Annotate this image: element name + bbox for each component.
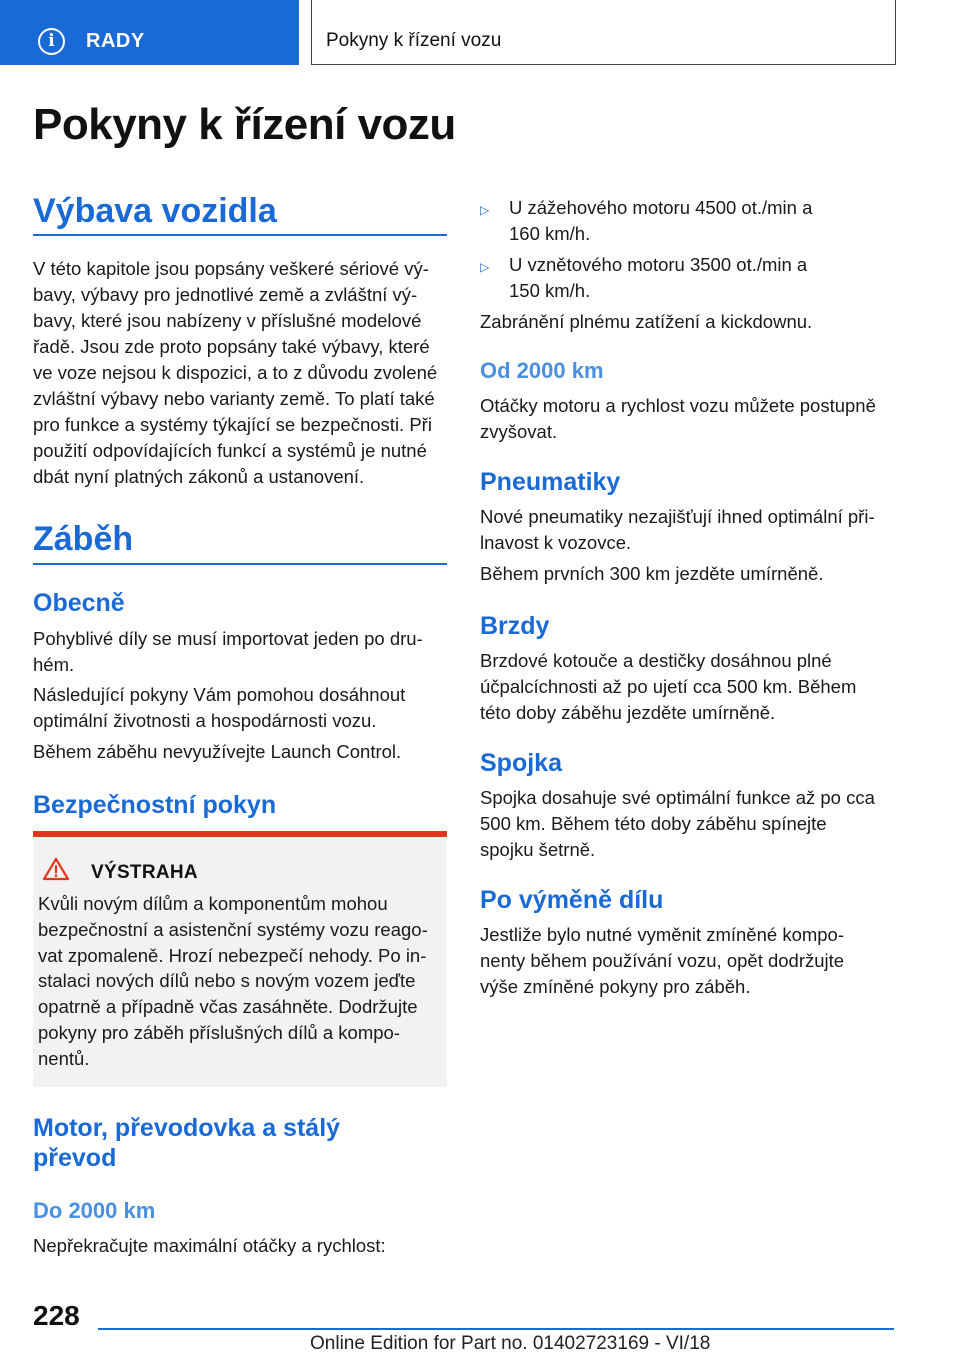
heading-brzdy: Brzdy: [480, 612, 550, 640]
heading-spojka: Spojka: [480, 749, 562, 777]
text-line: Brzdové kotouče a destičky dosáhnou plné: [480, 650, 832, 671]
section-tab[interactable]: [0, 0, 299, 65]
heading-bezpecnost: Bezpečnostní pokyn: [33, 791, 277, 819]
triangle-bullet-icon: ▷: [480, 260, 490, 274]
chapter-header-title: Pokyny k řízení vozu: [326, 30, 502, 51]
heading-obecne: Obecně: [33, 589, 125, 617]
text-line: této doby záběhu jezděte umírněně.: [480, 702, 776, 723]
text-line: výše zmíněné pokyny pro záběh.: [480, 976, 751, 997]
paragraph-pneumatiky-2: Během prvních 300 km jezděte umírněně.: [480, 563, 824, 584]
text-line: účpalcíchnosti až po ujetí cca 500 km. Během: [480, 676, 857, 697]
heading-rule: [33, 563, 447, 565]
warning-box: [33, 831, 447, 1087]
text-line: dbát nyní platných zákonů a ustanovení.: [33, 466, 365, 487]
paragraph-od2000: [480, 393, 910, 445]
text-line: Otáčky motoru a rychlost vozu můžete postupně: [480, 395, 876, 416]
paragraph-vybava: [33, 256, 447, 490]
text-line: hém.: [33, 654, 75, 675]
text-line: stalaci nových dílů nebo s novým vozem jeďte: [38, 970, 416, 992]
heading-line: převod: [33, 1144, 117, 1172]
heading-vymena: Po výměně dílu: [480, 886, 664, 914]
warning-triangle-icon: [43, 857, 69, 881]
text-line: bavy, výbavy pro jednotlivé země a zvláštní vý‐: [33, 284, 418, 305]
info-icon: i: [38, 28, 65, 55]
heading-vybava: Výbava vozidla: [33, 192, 277, 230]
warning-title: VÝSTRAHA: [91, 862, 198, 883]
paragraph-obecne-2: [33, 682, 447, 734]
text-line: Následující pokyny Vám pomohou dosáhnout: [33, 684, 406, 705]
text-line: nentů.: [38, 1047, 90, 1069]
text-line: 150 km/h.: [509, 280, 591, 301]
text-line: vat zpomaleně. Hrozí nebezpečí nehody. Po in‐: [38, 944, 427, 966]
text-line: bavy, které jsou nabízeny v příslušné modelové: [33, 310, 422, 331]
text-line: bezpečnostní a asistenční systémy vozu reago‐: [38, 918, 428, 940]
text-line: ve voze nejsou k dispozici, a to z důvodu zvolené: [33, 362, 438, 383]
text-line: U zážehového motoru 4500 ot./min a: [509, 197, 813, 218]
text-line: řadě. Jsou zde proto popsány také výbavy, které: [33, 336, 430, 357]
triangle-bullet-icon: ▷: [480, 203, 490, 217]
text-line: Jestliže bylo nutné vyměnit zmíněné kompo‐: [480, 924, 845, 945]
page-title: Pokyny k řízení vozu: [33, 100, 456, 149]
heading-rule: [33, 234, 447, 236]
text-line: Spojka dosahuje své optimální funkce až po cca: [480, 787, 875, 808]
heading-do2000: Do 2000 km: [33, 1198, 156, 1223]
paragraph-kickdown: Zabránění plnému zatížení a kickdownu.: [480, 311, 813, 332]
warning-text: [38, 891, 438, 1072]
footer-rule: [98, 1328, 894, 1330]
heading-pneumatiky: Pneumatiky: [480, 468, 621, 496]
text-line: Pohyblivé díly se musí importovat jeden po dru‐: [33, 628, 423, 649]
text-line: Nové pneumatiky nezajišťují ihned optimální při‐: [480, 506, 875, 527]
text-line: U vznětového motoru 3500 ot./min a: [509, 254, 808, 275]
heading-line: Motor, převodovka a stálý: [33, 1114, 341, 1142]
text-line: opatrně a případně včas zasáhněte. Dodržujte: [38, 996, 418, 1018]
paragraph-vymena: [480, 922, 910, 1000]
paragraph-spojka: [480, 785, 910, 863]
text-line: zvyšovat.: [480, 421, 558, 442]
page-number: 228: [33, 1300, 80, 1331]
paragraph-obecne-3: Během záběhu nevyužívejte Launch Control.: [33, 741, 402, 762]
paragraph-do2000: Nepřekračujte maximální otáčky a rychlost:: [33, 1235, 386, 1256]
text-line: optimální životnosti a hospodárnosti vozu.: [33, 710, 377, 731]
text-line: použití odpovídajících funkcí a systémů je nutné: [33, 440, 427, 461]
text-line: zvláštní výbavy nebo varianty země. To platí také: [33, 388, 435, 409]
paragraph-brzdy: [480, 648, 910, 726]
text-line: pokyny pro záběh příslušných dílů a kompo‐: [38, 1021, 400, 1043]
text-line: nenty během používání vozu, opět dodržujte: [480, 950, 845, 971]
paragraph-obecne-1: [33, 626, 447, 678]
text-line: pro funkce a systémy týkající se bezpečnosti. Při: [33, 414, 432, 435]
heading-od2000: Od 2000 km: [480, 358, 604, 383]
text-line: Kvůli novým dílům a komponentům mohou: [38, 893, 388, 914]
text-line: V této kapitole jsou popsány veškeré sériové vý‐: [33, 258, 429, 279]
section-tab-label: RADY: [86, 30, 145, 52]
text-line: 500 km. Během této doby záběhu spínejte: [480, 813, 827, 834]
heading-motor: [33, 1113, 340, 1173]
edition-text: Online Edition for Part no. 01402723169 - VI/18: [310, 1333, 711, 1354]
heading-zabeh: Záběh: [33, 520, 134, 558]
text-line: lnavost k vozovce.: [480, 532, 632, 553]
text-line: spojku šetrně.: [480, 839, 596, 860]
chapter-header-box: [311, 0, 896, 65]
paragraph-pneumatiky-1: [480, 504, 910, 556]
text-line: 160 km/h.: [509, 223, 591, 244]
